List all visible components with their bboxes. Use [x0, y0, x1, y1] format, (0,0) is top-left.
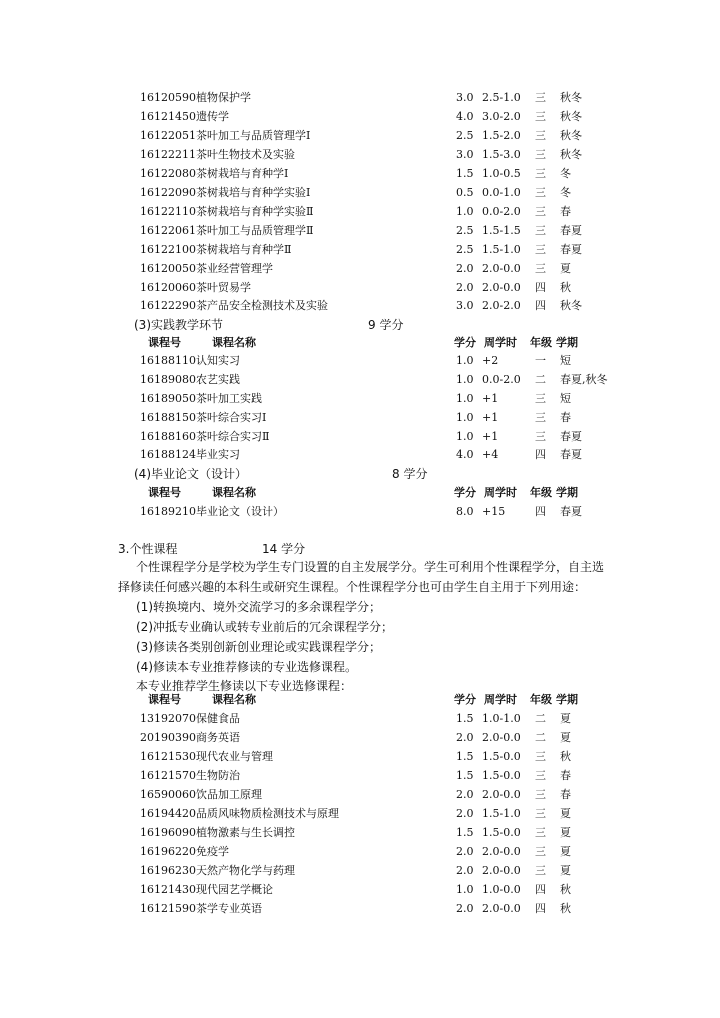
course-hours: 0.0-2.0	[482, 205, 521, 218]
course-credit: 1.5	[456, 167, 474, 180]
course-hours: 2.0-2.0	[482, 299, 521, 312]
course-term: 夏	[560, 807, 571, 820]
table-row	[0, 221, 720, 240]
course-year: 四	[535, 883, 546, 896]
table-header	[0, 690, 720, 709]
table-row	[0, 408, 720, 427]
course-year: 三	[535, 411, 546, 424]
course-credit: 4.0	[456, 110, 474, 123]
course-hours: +15	[482, 505, 506, 518]
header-name: 课程名称	[212, 486, 256, 499]
course-code: 16120060	[140, 281, 196, 294]
course-hours: 1.5-0.0	[482, 750, 521, 763]
table-row	[0, 202, 720, 221]
course-year: 三	[535, 750, 546, 763]
paragraph-line-2: 择修读任何感兴趣的本科生或研究生课程。个性课程学分也可由学生自主用于下列用途：	[118, 580, 587, 594]
table-row	[0, 296, 720, 315]
course-hours: +2	[482, 354, 499, 367]
header-code: 课程号	[148, 486, 181, 499]
table-row	[0, 728, 720, 747]
course-code: 20190390	[140, 731, 196, 744]
recommend-text: 本专业推荐学生修读以下专业选修课程：	[136, 679, 353, 693]
course-hours: 2.0-0.0	[482, 788, 521, 801]
course-year: 三	[535, 788, 546, 801]
course-credit: 2.0	[456, 731, 474, 744]
table-row	[0, 126, 720, 145]
course-year: 三	[535, 845, 546, 858]
course-name: 茶叶综合实习Ⅱ	[196, 430, 270, 443]
course-year: 三	[535, 148, 546, 161]
course-term: 秋冬	[560, 129, 582, 142]
course-hours: 0.0-2.0	[482, 373, 521, 386]
course-year: 三	[535, 807, 546, 820]
course-year: 三	[535, 110, 546, 123]
course-name: 现代园艺学概论	[196, 883, 273, 896]
course-term: 夏	[560, 826, 571, 839]
course-term: 春夏	[560, 448, 582, 461]
table-row	[0, 107, 720, 126]
course-term: 秋冬	[560, 299, 582, 312]
course-term: 春	[560, 769, 571, 782]
course-code: 16590060	[140, 788, 196, 801]
course-term: 冬	[560, 186, 571, 199]
course-code: 16196220	[140, 845, 196, 858]
header-credit: 学分	[454, 336, 476, 349]
course-credit: 1.0	[456, 883, 474, 896]
course-hours: 1.5-2.0	[482, 129, 521, 142]
course-code: 16121570	[140, 769, 196, 782]
course-name: 免疫学	[196, 845, 229, 858]
course-credit: 2.0	[456, 281, 474, 294]
course-hours: +1	[482, 392, 499, 405]
course-code: 16122090	[140, 186, 196, 199]
course-year: 三	[535, 392, 546, 405]
table-row	[0, 240, 720, 259]
course-credit: 1.5	[456, 826, 474, 839]
course-name: 饮品加工原理	[196, 788, 262, 801]
course-name: 茶叶加工实践	[196, 392, 262, 405]
table-row	[0, 709, 720, 728]
section-credits-personal: 14 学分	[262, 542, 306, 556]
table-row	[0, 164, 720, 183]
course-year: 三	[535, 262, 546, 275]
course-hours: +4	[482, 448, 499, 461]
course-year: 三	[535, 91, 546, 104]
course-hours: 1.0-1.0	[482, 712, 521, 725]
course-code: 16188124	[140, 448, 196, 461]
course-credit: 2.0	[456, 864, 474, 877]
course-code: 16196090	[140, 826, 196, 839]
course-term: 春夏,秋冬	[560, 373, 608, 386]
course-term: 夏	[560, 845, 571, 858]
course-code: 13192070	[140, 712, 196, 725]
course-year: 四	[535, 281, 546, 294]
course-code: 16122290	[140, 299, 196, 312]
course-code: 16122100	[140, 243, 196, 256]
header-term: 学期	[556, 693, 578, 706]
header-name: 课程名称	[212, 336, 256, 349]
course-term: 秋冬	[560, 110, 582, 123]
table-row	[0, 502, 720, 521]
course-year: 三	[535, 129, 546, 142]
course-credit: 2.5	[456, 224, 474, 237]
course-hours: 0.0-1.0	[482, 186, 521, 199]
course-term: 秋	[560, 281, 571, 294]
header-year: 年级	[530, 486, 552, 499]
header-year: 年级	[530, 693, 552, 706]
course-year: 三	[535, 243, 546, 256]
course-code: 16189210	[140, 505, 196, 518]
course-credit: 2.0	[456, 788, 474, 801]
course-hours: +1	[482, 411, 499, 424]
course-name: 茶业经营管理学	[196, 262, 273, 275]
course-code: 16122080	[140, 167, 196, 180]
course-hours: 2.0-0.0	[482, 262, 521, 275]
course-name: 遗传学	[196, 110, 229, 123]
course-credit: 2.0	[456, 902, 474, 915]
table-row	[0, 278, 720, 297]
table-row	[0, 427, 720, 446]
table-row	[0, 861, 720, 880]
course-code: 16188150	[140, 411, 196, 424]
course-year: 三	[535, 186, 546, 199]
course-name: 茶产品安全检测技术及实验	[196, 299, 328, 312]
course-credit: 2.0	[456, 807, 474, 820]
course-term: 冬	[560, 167, 571, 180]
course-year: 四	[535, 299, 546, 312]
course-credit: 4.0	[456, 448, 474, 461]
course-credit: 1.0	[456, 354, 474, 367]
course-hours: 1.5-1.0	[482, 807, 521, 820]
course-name: 茶树栽培与育种学Ⅱ	[196, 243, 292, 256]
course-name: 现代农业与管理	[196, 750, 273, 763]
table-row	[0, 145, 720, 164]
course-hours: 1.0-0.5	[482, 167, 521, 180]
course-name: 植物激素与生长调控	[196, 826, 295, 839]
course-name: 生物防治	[196, 769, 240, 782]
header-code: 课程号	[148, 693, 181, 706]
course-name: 茶树栽培与育种学实验Ⅰ	[196, 186, 311, 199]
course-name: 茶叶贸易学	[196, 281, 251, 294]
course-credit: 1.0	[456, 373, 474, 386]
course-hours: 1.5-1.5	[482, 224, 521, 237]
course-credit: 8.0	[456, 505, 474, 518]
course-term: 秋冬	[560, 148, 582, 161]
course-term: 夏	[560, 262, 571, 275]
header-credit: 学分	[454, 693, 476, 706]
course-code: 16121590	[140, 902, 196, 915]
course-term: 春	[560, 788, 571, 801]
course-code: 16188110	[140, 354, 196, 367]
course-hours: 2.0-0.0	[482, 731, 521, 744]
course-code: 16189080	[140, 373, 196, 386]
course-term: 夏	[560, 712, 571, 725]
header-term: 学期	[556, 486, 578, 499]
course-name: 农艺实践	[196, 373, 240, 386]
course-code: 16188160	[140, 430, 196, 443]
course-hours: 1.5-3.0	[482, 148, 521, 161]
course-name: 茶学专业英语	[196, 902, 262, 915]
header-hours: 周学时	[484, 336, 517, 349]
course-credit: 1.0	[456, 205, 474, 218]
course-hours: 1.0-0.0	[482, 883, 521, 896]
list-item: (3)修读各类别创新创业理论或实践课程学分；	[136, 640, 381, 654]
course-code: 16120050	[140, 262, 196, 275]
table-row	[0, 389, 720, 408]
course-credit: 3.0	[456, 148, 474, 161]
course-hours: 2.0-0.0	[482, 845, 521, 858]
course-term: 春夏	[560, 224, 582, 237]
table-row	[0, 747, 720, 766]
course-credit: 3.0	[456, 299, 474, 312]
course-term: 春	[560, 205, 571, 218]
list-item: (4)修读本专业推荐修读的专业选修课程。	[136, 660, 357, 674]
course-name: 植物保护学	[196, 91, 251, 104]
course-hours: 2.0-0.0	[482, 864, 521, 877]
course-credit: 2.0	[456, 262, 474, 275]
course-name: 茶叶加工与品质管理学Ⅰ	[196, 129, 311, 142]
course-name: 茶叶加工与品质管理学Ⅱ	[196, 224, 314, 237]
course-year: 一	[535, 354, 546, 367]
course-year: 三	[535, 864, 546, 877]
course-credit: 1.5	[456, 712, 474, 725]
table-row	[0, 880, 720, 899]
course-name: 品质风味物质检测技术与原理	[196, 807, 339, 820]
course-name: 认知实习	[196, 354, 240, 367]
course-year: 四	[535, 902, 546, 915]
header-year: 年级	[530, 336, 552, 349]
course-term: 夏	[560, 731, 571, 744]
header-name: 课程名称	[212, 693, 256, 706]
course-name: 毕业论文（设计）	[196, 505, 284, 518]
course-year: 二	[535, 712, 546, 725]
course-year: 三	[535, 224, 546, 237]
course-code: 16121530	[140, 750, 196, 763]
paragraph-line-1: 个性课程学分是学校为学生专门设置的自主发展学分。学生可利用个性课程学分，自主选	[136, 560, 605, 574]
course-term: 秋冬	[560, 91, 582, 104]
course-year: 三	[535, 205, 546, 218]
header-hours: 周学时	[484, 693, 517, 706]
section-title-thesis: (4)毕业论文（设计）	[134, 467, 247, 481]
list-item: (1)转换境内、境外交流学习的多余课程学分；	[136, 600, 381, 614]
course-code: 16194420	[140, 807, 196, 820]
header-code: 课程号	[148, 336, 181, 349]
course-code: 16120590	[140, 91, 196, 104]
course-term: 夏	[560, 864, 571, 877]
course-term: 春夏	[560, 243, 582, 256]
course-hours: 3.0-2.0	[482, 110, 521, 123]
course-year: 三	[535, 167, 546, 180]
course-code: 16196230	[140, 864, 196, 877]
course-term: 春夏	[560, 430, 582, 443]
table-row	[0, 445, 720, 464]
course-hours: 2.5-1.0	[482, 91, 521, 104]
course-credit: 0.5	[456, 186, 474, 199]
course-term: 短	[560, 392, 571, 405]
course-hours: 2.0-0.0	[482, 902, 521, 915]
table-row	[0, 899, 720, 918]
course-code: 16121430	[140, 883, 196, 896]
course-name: 天然产物化学与药理	[196, 864, 295, 877]
section-credits-thesis: 8 学分	[392, 467, 428, 481]
course-year: 二	[535, 373, 546, 386]
course-hours: 1.5-0.0	[482, 826, 521, 839]
table-row	[0, 766, 720, 785]
table-row	[0, 88, 720, 107]
list-item: (2)冲抵专业确认或转专业前后的冗余课程学分；	[136, 620, 393, 634]
course-credit: 2.5	[456, 243, 474, 256]
course-term: 秋	[560, 750, 571, 763]
header-hours: 周学时	[484, 486, 517, 499]
section-title-practice: (3)实践教学环节	[134, 318, 223, 332]
course-name: 茶树栽培与育种学Ⅰ	[196, 167, 289, 180]
course-code: 16122211	[140, 148, 196, 161]
course-term: 春	[560, 411, 571, 424]
table-header	[0, 483, 720, 502]
course-hours: +1	[482, 430, 499, 443]
table-row	[0, 842, 720, 861]
course-year: 三	[535, 826, 546, 839]
course-term: 秋	[560, 902, 571, 915]
course-term: 秋	[560, 883, 571, 896]
course-year: 三	[535, 430, 546, 443]
course-credit: 1.5	[456, 750, 474, 763]
course-name: 毕业实习	[196, 448, 240, 461]
course-year: 四	[535, 448, 546, 461]
course-credit: 1.0	[456, 411, 474, 424]
course-term: 短	[560, 354, 571, 367]
course-code: 16121450	[140, 110, 196, 123]
course-term: 春夏	[560, 505, 582, 518]
course-credit: 1.0	[456, 392, 474, 405]
course-name: 茶叶综合实习Ⅰ	[196, 411, 267, 424]
course-credit: 1.0	[456, 430, 474, 443]
header-term: 学期	[556, 336, 578, 349]
course-name: 商务英语	[196, 731, 240, 744]
section-title-personal: 3.个性课程	[118, 542, 178, 556]
table-row	[0, 351, 720, 370]
course-credit: 2.0	[456, 845, 474, 858]
section-credits-practice: 9 学分	[368, 318, 404, 332]
table-row	[0, 823, 720, 842]
table-row	[0, 259, 720, 278]
course-credit: 1.5	[456, 769, 474, 782]
course-name: 保健食品	[196, 712, 240, 725]
course-hours: 1.5-0.0	[482, 769, 521, 782]
course-hours: 1.5-1.0	[482, 243, 521, 256]
course-credit: 2.5	[456, 129, 474, 142]
header-credit: 学分	[454, 486, 476, 499]
course-credit: 3.0	[456, 91, 474, 104]
course-name: 茶树栽培与育种学实验Ⅱ	[196, 205, 314, 218]
course-year: 三	[535, 769, 546, 782]
course-code: 16122061	[140, 224, 196, 237]
table-row	[0, 804, 720, 823]
table-header	[0, 333, 720, 352]
course-name: 茶叶生物技术及实验	[196, 148, 295, 161]
table-row	[0, 183, 720, 202]
course-code: 16122110	[140, 205, 196, 218]
course-year: 四	[535, 505, 546, 518]
course-code: 16189050	[140, 392, 196, 405]
table-row	[0, 785, 720, 804]
course-code: 16122051	[140, 129, 196, 142]
course-hours: 2.0-0.0	[482, 281, 521, 294]
course-year: 二	[535, 731, 546, 744]
table-row	[0, 370, 720, 389]
